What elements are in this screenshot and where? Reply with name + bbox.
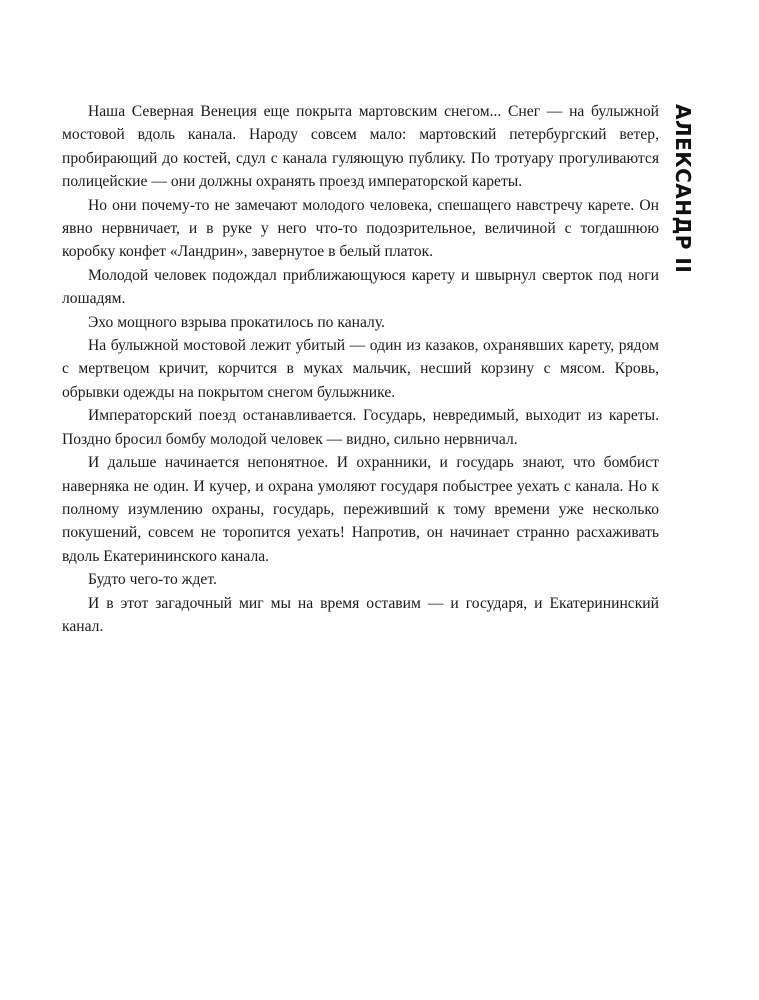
paragraph-6: Императорский поезд останавливается. Государь, невредимый, выходит из кареты. Поздно бросил бомбу молодой человек — видно, сильно нервничал. [62,407,659,448]
paragraph-7: И дальше начинается непонятное. И охранники, и государь знают, что бомбист наверняка не один. И кучер, и охрана умоляют государя побыстрее уехать с канала. Но к полному изумлению охраны, государь, переживший к тому времени уже несколько покушений, совсем не торопится уехать! Напротив, он начинает странно расхаживать вдоль Екатерининского канала. [62,454,659,565]
paragraph-2: Но они почему-то не замечают молодого человека, спешащего навстречу карете. Он явно нервничает, и в руке у него что-то подозрительное, величиной с тогдашнюю коробку конфет «Ландрин», завернутое в белый платок. [62,196,659,261]
running-head: АЛЕКСАНДР II [671,104,695,274]
paragraph-8: Будто чего-то ждет. [88,571,217,589]
paragraph-3: Молодой человек подождал приближающуюся карету и швырнул сверток под ноги лошадям. [62,266,659,308]
paragraph-5: На булыжной мостовой лежит убитый — один из казаков, охранявших карету, рядом с мертвецом кричит, корчится в муках мальчик, несший корзину с мясом. Кровь, обрывки одежды на покрытом снегом булыжнике. [62,337,659,401]
paragraph-9: И в этот загадочный миг мы на время оставим — и государя, и Екатерининский канал. [62,594,659,635]
body-text [62,100,659,638]
paragraph-4: Эхо мощного взрыва прокатилось по каналу. [88,313,385,331]
paragraph-1: Наша Северная Венеция еще покрыта мартовским снегом... Снег — на булыжной мостовой вдоль канала. Народу совсем мало: мартовский петербургский ветер, пробирающий до костей, сдул с канала гуляющую публику. По тротуару прогуливаются полицейские — они должны охранять проезд императорской кареты. [62,103,659,191]
